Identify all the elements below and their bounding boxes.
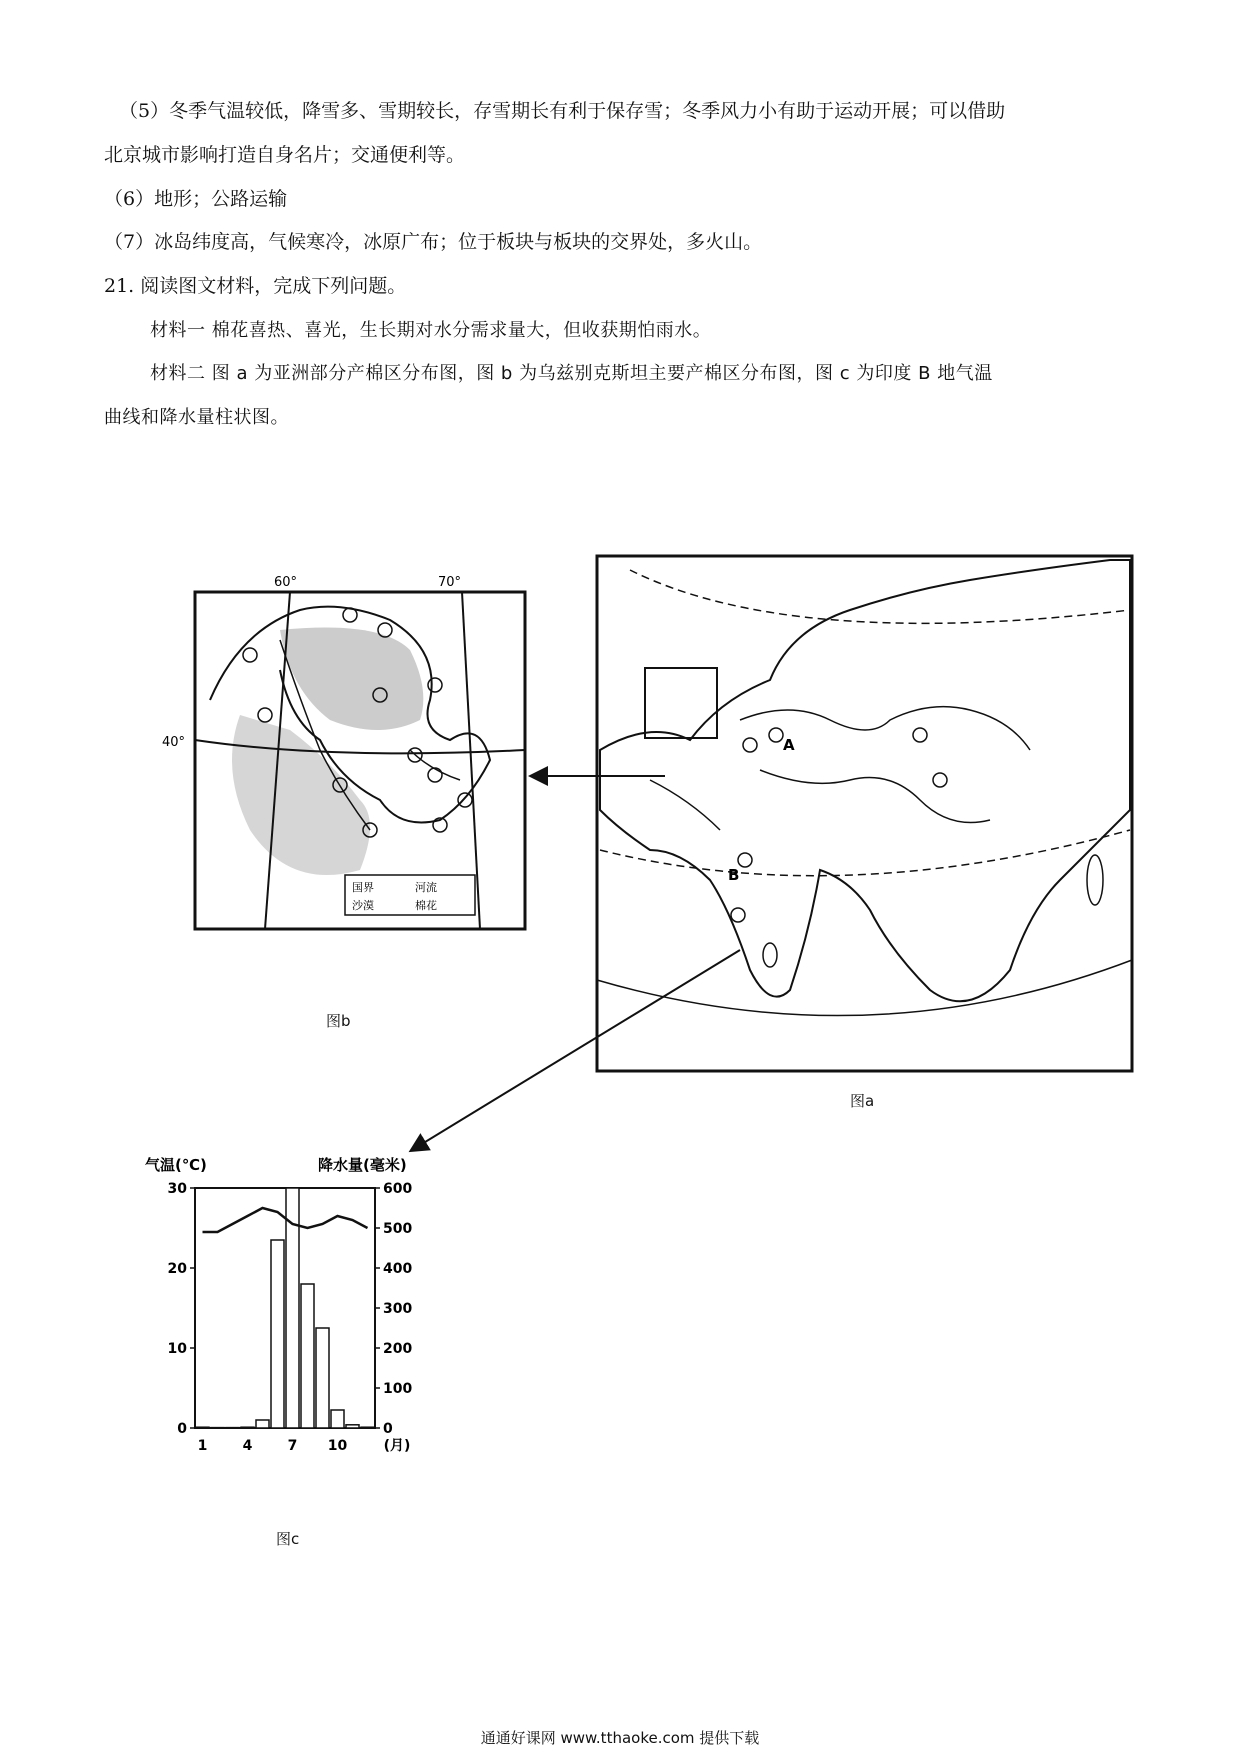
lon-60-label: 60° <box>274 575 298 590</box>
left-tick-label-30: 30 <box>167 1181 187 1197</box>
figure-c-caption: 图c <box>276 1530 300 1548</box>
precip-bar-10 <box>331 1410 344 1428</box>
material-1: 材料一 棉花喜热、喜光，生长期对水分需求量大，但收获期怕雨水。 <box>150 320 712 341</box>
label-A: A <box>783 736 795 754</box>
precip-bar-11 <box>346 1425 359 1428</box>
ylabel-right: 降水量(毫米) <box>318 1156 407 1174</box>
material-2-line1: 材料二 图 a 为亚洲部分产棉区分布图，图 b 为乌兹别克斯坦主要产棉区分布图，图 c 为印度 B 地气温 <box>150 363 993 384</box>
answer-7: （7）冰岛纬度高，气候寒冷，冰原广布；位于板块与板块的交界处，多火山。 <box>104 231 763 253</box>
right-tick-label-100: 100 <box>383 1381 413 1397</box>
legend-border: 国界 <box>352 881 374 894</box>
answer-6: （6）地形；公路运输 <box>104 188 288 210</box>
right-tick-label-300: 300 <box>383 1301 413 1317</box>
x-tick-label-10: 10 <box>327 1438 348 1454</box>
right-tick-label-500: 500 <box>383 1221 413 1237</box>
figure-a-caption: 图a <box>850 1092 875 1110</box>
lon-70-label: 70° <box>438 575 462 590</box>
precip-bar-6 <box>271 1240 284 1428</box>
x-tick-label-7: 7 <box>287 1438 298 1454</box>
answer-5-line1: （5）冬季气温较低，降雪多、雪期较长，存雪期长有利于保存雪；冬季风力小有助于运动开展；可以借助 <box>119 100 1006 122</box>
label-B: B <box>728 866 740 884</box>
right-tick-label-0: 0 <box>383 1421 393 1437</box>
figure-c-chart <box>130 1150 460 1520</box>
material-2-line2: 曲线和降水量柱状图。 <box>104 407 289 428</box>
arrow-to-figure-c <box>412 950 740 1150</box>
right-tick-label-200: 200 <box>383 1341 413 1357</box>
ylabel-left: 气温(℃) <box>145 1156 207 1174</box>
legend-river: 河流 <box>415 881 437 894</box>
answer-5-line2: 北京城市影响打造自身名片；交通便利等。 <box>104 144 466 166</box>
precip-bar-4 <box>241 1427 254 1428</box>
x-tick-label-(月): (月) <box>383 1438 411 1454</box>
right-tick-label-600: 600 <box>383 1181 413 1197</box>
precip-bar-5 <box>256 1420 269 1428</box>
precip-bar-9 <box>316 1328 329 1428</box>
precip-bar-12 <box>361 1427 374 1428</box>
precip-bar-1 <box>196 1427 209 1428</box>
legend-cotton: 棉花 <box>415 899 437 912</box>
left-tick-label-10: 10 <box>167 1341 187 1357</box>
left-tick-label-20: 20 <box>167 1261 187 1277</box>
page-footer: 通通好课网 www.tthaoke.com 提供下载 <box>480 1729 760 1747</box>
precip-bar-8 <box>301 1284 314 1428</box>
plot-frame <box>195 1188 375 1428</box>
x-tick-label-1: 1 <box>197 1438 208 1454</box>
figure-b-caption: 图b <box>326 1012 351 1030</box>
right-tick-label-400: 400 <box>383 1261 413 1277</box>
x-tick-label-4: 4 <box>242 1438 253 1454</box>
question-21: 21. 阅读图文材料，完成下列问题。 <box>104 275 407 297</box>
left-tick-label-0: 0 <box>177 1421 187 1437</box>
lat-40-label: 40° <box>162 735 186 750</box>
legend-desert: 沙漠 <box>352 899 374 912</box>
